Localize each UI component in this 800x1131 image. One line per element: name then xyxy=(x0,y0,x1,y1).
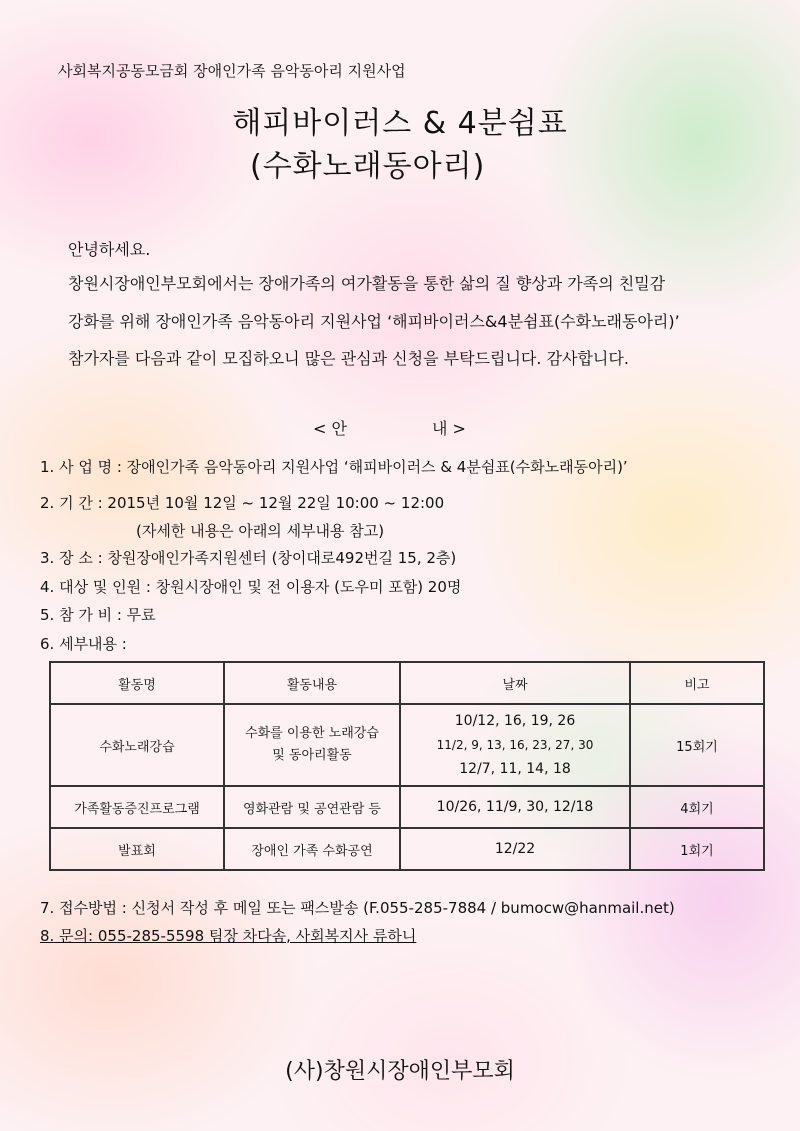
activity-content-line: 수화를 이용한 노래강습 xyxy=(245,726,379,741)
date-line: 10/26, 11/9, 30, 12/18 xyxy=(436,799,594,815)
table-header-cell: 활동명 xyxy=(50,662,224,704)
table-header-cell: 날짜 xyxy=(400,662,630,704)
item-place: 3. 장 소 : 창원장애인가족지원센터 (창이대로492번길 15, 2층) xyxy=(40,549,457,567)
page-title: 해피바이러스 & 4분쉼표 xyxy=(232,106,568,141)
activity-note-cell: 15회기 xyxy=(630,704,764,786)
intro-greeting: 안녕하세요. xyxy=(68,240,151,259)
item-application: 7. 접수방법 : 신청서 작성 후 메일 또는 팩스발송 (F.055-285-7884 / bumocw@hanmail.net) xyxy=(40,899,675,917)
date-line: 10/12, 16, 19, 26 xyxy=(454,713,576,729)
activity-content-line: 및 동아리활동 xyxy=(272,748,352,763)
notice-heading-right: 내 > xyxy=(432,419,466,438)
item-fee: 5. 참 가 비 : 무료 xyxy=(40,606,156,624)
date-line: 12/22 xyxy=(494,841,536,857)
details-table xyxy=(49,661,765,871)
item-details-label: 6. 세부내용 : xyxy=(40,635,127,653)
item-inquiry: 8. 문의: 055-285-5598 팀장 차다솜, 사회복지사 류하니 xyxy=(40,927,417,945)
intro-line: 창원시장애인부모회에서는 장애가족의 여가활동을 통한 삶의 질 향상과 가족의 친밀감 xyxy=(68,274,666,293)
table-row xyxy=(50,828,764,870)
date-line: 11/2, 9, 13, 16, 23, 27, 30 xyxy=(436,738,594,752)
activity-dates-cell xyxy=(400,704,630,786)
org-line: 사회복지공동모금회 장애인가족 음악동아리 지원사업 xyxy=(58,62,406,80)
activity-note-cell: 4회기 xyxy=(630,786,764,828)
table-row xyxy=(50,786,764,828)
intro-line: 강화를 위해 장애인가족 음악동아리 지원사업 ‘해피바이러스&4분쉼표(수화노래동아리)’ xyxy=(68,312,680,331)
date-line: 12/7, 11, 14, 18 xyxy=(459,761,571,777)
activity-name-cell: 수화노래강습 xyxy=(50,704,224,786)
activity-content-cell: 영화관람 및 공연관람 등 xyxy=(224,786,400,828)
item-business-name: 1. 사 업 명 : 장애인가족 음악동아리 지원사업 ‘해피바이러스 & 4분쉼표(수화노래동아리)’ xyxy=(40,458,628,476)
table-row xyxy=(50,704,764,786)
table-header-row xyxy=(50,662,764,704)
page-subtitle: (수화노래동아리) xyxy=(250,149,486,184)
activity-content-cell xyxy=(224,704,400,786)
table-header-cell: 비고 xyxy=(630,662,764,704)
item-period: 2. 기 간 : 2015년 10월 12일 ~ 12월 22일 10:00 ~ 12:00 xyxy=(40,494,445,512)
item-period-note: (자세한 내용은 아래의 세부내용 참고) xyxy=(136,522,385,540)
activity-dates-cell xyxy=(400,828,630,870)
activity-name-cell: 발표회 xyxy=(50,828,224,870)
activity-content-cell: 장애인 가족 수화공연 xyxy=(224,828,400,870)
item-target: 4. 대상 및 인원 : 창원시장애인 및 전 이용자 (도우미 포함) 20명 xyxy=(40,578,462,596)
activity-name-cell: 가족활동증진프로그램 xyxy=(50,786,224,828)
activity-dates-cell xyxy=(400,786,630,828)
footer-org: (사)창원시장애인부모회 xyxy=(285,1059,515,1084)
intro-line: 참가자를 다음과 같이 모집하오니 많은 관심과 신청을 부탁드립니다. 감사합니다. xyxy=(68,349,629,368)
activity-note-cell: 1회기 xyxy=(630,828,764,870)
notice-heading-left: < 안 xyxy=(313,419,347,438)
table-header-cell: 활동내용 xyxy=(224,662,400,704)
